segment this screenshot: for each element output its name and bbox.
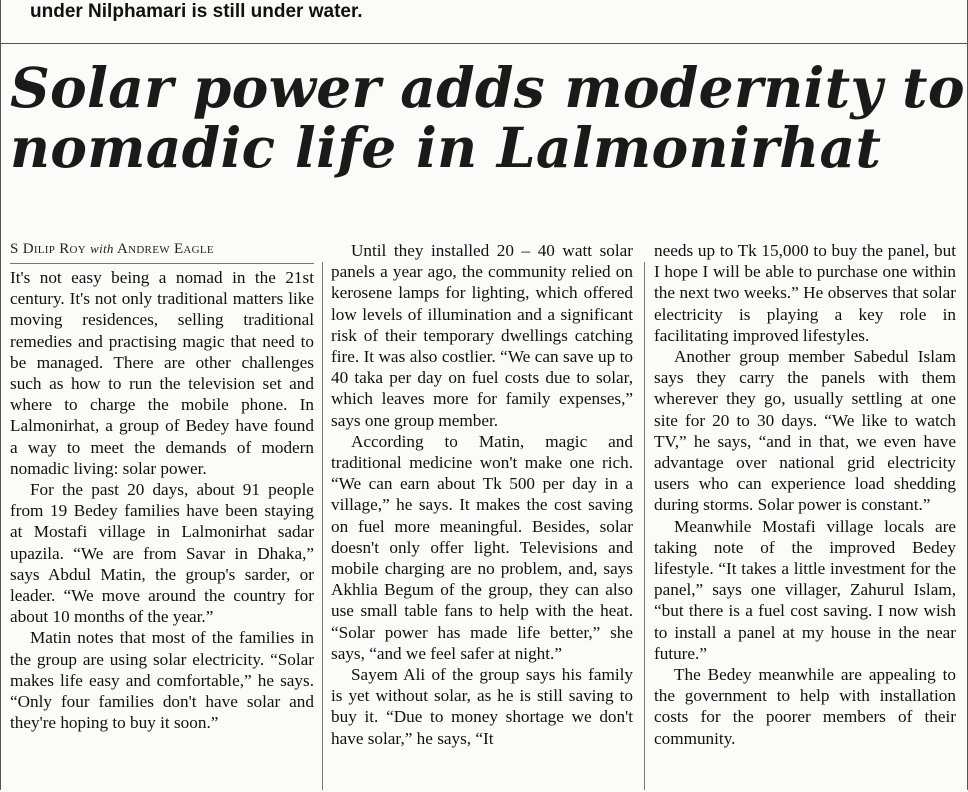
column-rule (322, 262, 323, 790)
byline (10, 240, 314, 258)
byline-coauthor: Andrew Eagle (116, 241, 214, 257)
paragraph: Meanwhile Mostafi village locals are taking note of the improved Bedey lifestyle. “It takes a little investment for the panel,” says one villager, Zahurul Islam, “but there is a fuel cost saving. I now wish to install a panel at my house in the near future.” (654, 516, 956, 663)
section-divider (0, 43, 968, 44)
paragraph: needs up to Tk 15,000 to buy the panel, but I hope I will be able to purchase one within the next two weeks.” He observes that solar electricity is playing a key role in facilitating improved lifestyles. (654, 241, 956, 345)
article-column-2 (331, 240, 633, 790)
paragraph: For the past 20 days, about 91 people from 19 Bedey families have been staying at Mostafi village in Lalmonirhat sadar upazila. “We are from Savar in Dhaka,” says Abdul Matin, the group's sarder, or leader. “We move around the country for about 10 months of the year.” (10, 480, 314, 627)
paragraph: Until they installed 20 – 40 watt solar panels a year ago, the community relied on kerosene lamps for lighting, which offered low levels of illumination and a significant risk of their temporary dwellings catching fire. It was also costlier. “We can save up to 40 taka per day on fuel costs due to solar, which leaves more for family expenses,” says one group member. (331, 241, 633, 430)
article-column-1 (10, 240, 314, 790)
article-headline (10, 55, 965, 180)
paragraph: It's not easy being a nomad in the 21st century. It's not only traditional matters like moving residences, selling traditional remedies and practising magic that need to be managed. There are other challenges such as how to run the television set and where to charge the mobile phone. In Lalmonirhat, a group of Bedey have found a way to meet the demands of modern nomadic living: solar power. (10, 268, 314, 478)
paragraph: Matin notes that most of the families in the group are using solar electricity. “Solar makes life easy and comfortable,” he says. “Only four families don't have solar and they're hoping to buy it soon.” (10, 628, 314, 733)
paragraph: Another group member Sabedul Islam says they carry the panels with them wherever they go, usually settling at one site for 20 to 30 days. “We like to watch TV,” he says, “and in that, we even have advantage over national grid electricity users who can experience load shedding during storms. Solar power is constant.” (654, 347, 956, 515)
paragraph: Sayem Ali of the group says his family is yet without solar, as he is still saving to buy it. “Due to money shortage we don't have solar,” he says, “It (331, 665, 633, 748)
previous-story-caption: under Nilphamari is still under water. (30, 1, 363, 22)
column-rule (644, 262, 645, 790)
byline-author: S Dilip Roy (10, 241, 87, 257)
paragraph: The Bedey meanwhile are appealing to the government to help with installation costs for the poorer members of their community. (654, 665, 956, 748)
headline-line-2: nomadic life in Lalmonirhat (10, 115, 882, 180)
byline-rule (10, 263, 314, 264)
article-column-3 (654, 240, 956, 790)
headline-line-1: Solar power adds modernity to (10, 55, 965, 120)
byline-with: with (90, 241, 114, 256)
paragraph: According to Matin, magic and traditional medicine won't make one rich. “We can earn about Tk 500 per day in a village,” he says. It makes the cost saving on fuel more meaningful. Besides, solar doesn't only offer light. Televisions and mobile charging are no problem, and, says Akhlia Begum of the group, they can also use small table fans to help with the heat. “Solar power has made life better,” she says, “and we feel safer at night.” (331, 431, 633, 663)
